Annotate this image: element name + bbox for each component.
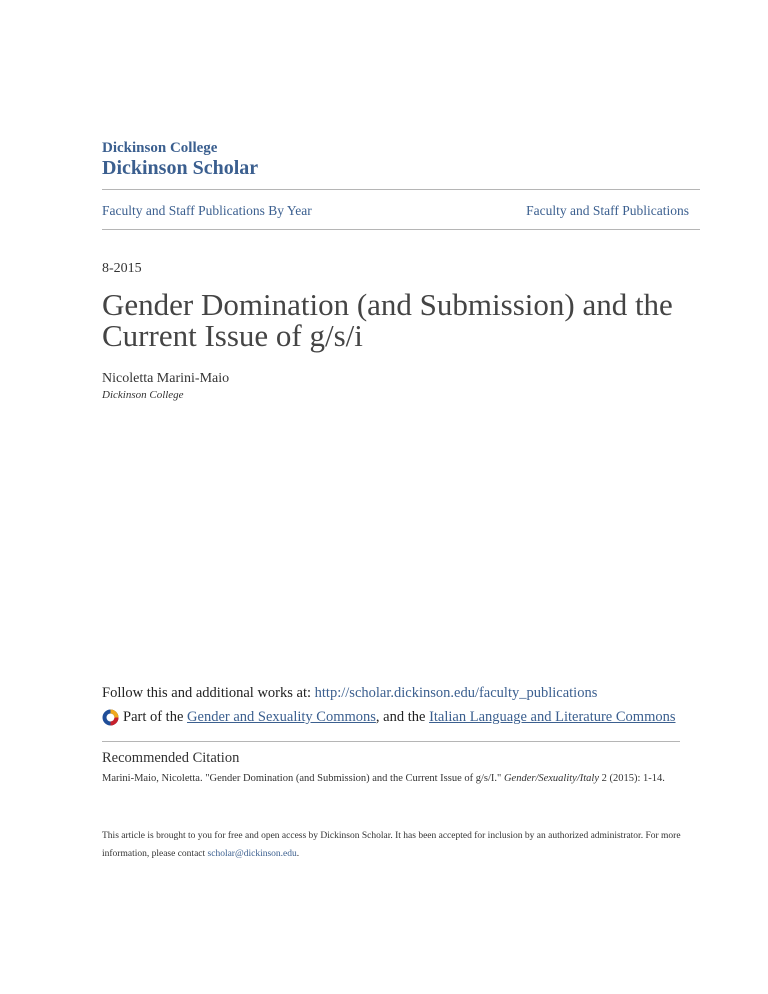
institution-name: Dickinson College: [102, 140, 218, 156]
citation-tail: 2 (2015): 1-14.: [599, 773, 665, 784]
citation-journal: Gender/Sexuality/Italy: [503, 773, 600, 784]
recommended-citation-heading: Recommended Citation: [102, 750, 240, 766]
publication-date: 8-2015: [102, 261, 142, 276]
contact-email-link[interactable]: scholar@dickinson.edu: [207, 849, 297, 859]
citation-main: Marini-Maio, Nicoletta. "Gender Domination (and Submission) and the Current Issue of g/s/I.": [102, 773, 504, 784]
divider-top: [102, 189, 700, 190]
divider-citation: [102, 741, 680, 742]
citation-text: [102, 771, 682, 786]
italian-language-literature-commons-link[interactable]: Italian Language and Literature Commons: [429, 709, 676, 725]
divider-bottom: [102, 229, 700, 230]
part-of-prefix: Part of the: [123, 709, 188, 725]
gender-sexuality-commons-link[interactable]: Gender and Sexuality Commons: [187, 709, 376, 725]
repository-name[interactable]: Dickinson Scholar: [102, 157, 259, 179]
notice-end: .: [296, 849, 300, 859]
follow-prefix: Follow this and additional works at:: [102, 685, 315, 701]
faculty-publications-link[interactable]: Faculty and Staff Publications: [526, 203, 689, 218]
author-name: Nicoletta Marini-Maio: [102, 371, 230, 386]
notice-text: This article is brought to you for free and open access by Dickinson Scholar. It has been accepted for inclusion by an authorized administrator. For more information, please contact: [102, 831, 681, 859]
follow-line: [102, 685, 597, 702]
bepress-commons-icon: [102, 709, 119, 726]
author-affiliation: Dickinson College: [102, 389, 184, 401]
article-title: Gender Domination (and Submission) and the Current Issue of g/s/i: [102, 287, 673, 353]
part-of-line: [102, 709, 676, 726]
access-notice: [102, 827, 692, 863]
part-of-joiner: , and the: [375, 709, 430, 725]
faculty-publications-by-year-link[interactable]: Faculty and Staff Publications By Year: [102, 203, 312, 218]
collection-url-link[interactable]: http://scholar.dickinson.edu/faculty_publications: [314, 685, 598, 701]
